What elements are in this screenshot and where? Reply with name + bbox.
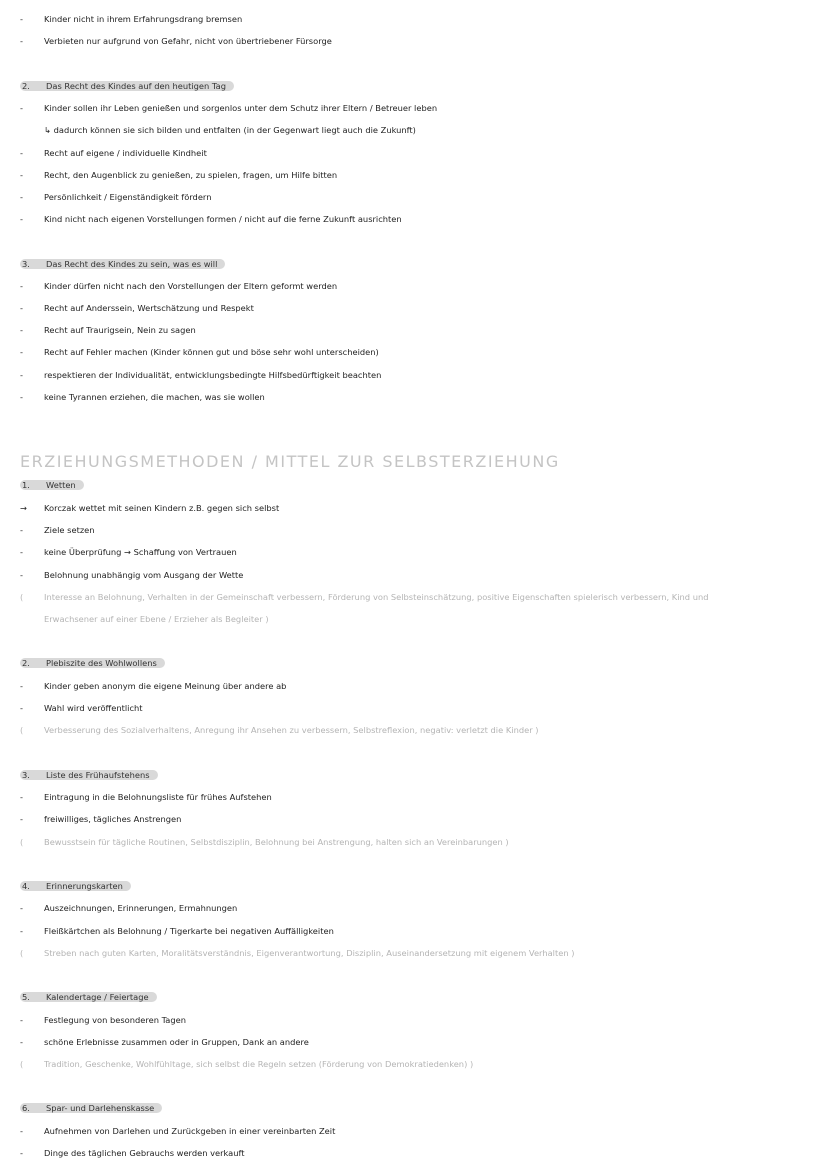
method-heading: 3. Liste des Frühaufstehens bbox=[20, 768, 158, 782]
method-heading: 1. Wetten bbox=[20, 478, 84, 492]
bullet: - Kinder nicht in ihrem Erfahrungsdrang bremsen bbox=[20, 14, 243, 24]
bullet: - Kinder dürfen nicht nach den Vorstellungen der Eltern geformt werden bbox=[20, 281, 338, 291]
bullet: - Verbieten nur aufgrund von Gefahr, nicht von übertriebener Fürsorge bbox=[20, 36, 332, 46]
bullet: - Kinder sollen ihr Leben genießen und sorgenlos unter dem Schutz ihrer Eltern / Betreuer leben bbox=[20, 103, 438, 113]
bullet: - Eintragung in die Belohnungsliste für frühes Aufstehen bbox=[20, 792, 272, 802]
note: ( Tradition, Geschenke, Wohlfühltage, sich selbst die Regeln setzen (Förderung von Demokratiedenken) ) bbox=[20, 1059, 474, 1069]
bullet: - Recht, den Augenblick zu genießen, zu spielen, fragen, um Hilfe bitten bbox=[20, 170, 338, 180]
bullet: - respektieren der Individualität, entwicklungsbedingte Hilfsbedürftigkeit beachten bbox=[20, 370, 382, 380]
bullet: - Wahl wird veröffentlicht bbox=[20, 703, 143, 713]
bullet: - keine Tyrannen erziehen, die machen, was sie wollen bbox=[20, 392, 265, 402]
bullet: - Recht auf Traurigsein, Nein zu sagen bbox=[20, 325, 196, 335]
method-heading: 6. Spar- und Darlehenskasse bbox=[20, 1101, 162, 1115]
section-heading: 3. Das Recht des Kindes zu sein, was es will bbox=[20, 257, 225, 271]
bullet: - Recht auf eigene / individuelle Kindheit bbox=[20, 148, 207, 158]
bullet: - Dinge des täglichen Gebrauchs werden verkauft bbox=[20, 1148, 245, 1158]
bullet: - Fleißkärtchen als Belohnung / Tigerkarte bei negativen Auffälligkeiten bbox=[20, 926, 334, 936]
bullet: - keine Überprüfung → Schaffung von Vertrauen bbox=[20, 547, 237, 557]
bullet: - Recht auf Fehler machen (Kinder können gut und böse sehr wohl unterscheiden) bbox=[20, 347, 379, 357]
section-heading: 2. Das Recht des Kindes auf den heutigen Tag bbox=[20, 79, 234, 93]
bullet: - freiwilliges, tägliches Anstrengen bbox=[20, 814, 182, 824]
main-title: ERZIEHUNGSMETHODEN / MITTEL ZUR SELBSTERZIEHUNG bbox=[20, 452, 560, 471]
method-heading: 4. Erinnerungskarten bbox=[20, 879, 131, 893]
bullet: - Aufnehmen von Darlehen und Zurückgeben in einer vereinbarten Zeit bbox=[20, 1126, 336, 1136]
bullet: - Kind nicht nach eigenen Vorstellungen formen / nicht auf die ferne Zukunft ausrichten bbox=[20, 214, 402, 224]
bullet: - Recht auf Anderssein, Wertschätzung und Respekt bbox=[20, 303, 254, 313]
bullet: - Kinder geben anonym die eigene Meinung über andere ab bbox=[20, 681, 287, 691]
sub-point: ↳ dadurch können sie sich bilden und entfalten (in der Gegenwart liegt auch die Zukunft) bbox=[44, 125, 416, 135]
bullet: - Persönlichkeit / Eigenständigkeit fördern bbox=[20, 192, 212, 202]
note: ( Streben nach guten Karten, Moralitätsverständnis, Eigenverantwortung, Disziplin, Auseinandersetzung mit eigenem Verhalten ) bbox=[20, 948, 575, 958]
bullet: - Festlegung von besonderen Tagen bbox=[20, 1015, 187, 1025]
note: Erwachsener auf einer Ebene / Erzieher als Begleiter ) bbox=[44, 614, 269, 624]
method-heading: 5. Kalendertage / Feiertage bbox=[20, 990, 157, 1004]
note: ( Bewusstsein für tägliche Routinen, Selbstdisziplin, Belohnung bei Anstrengung, halten sich an Vereinbarungen ) bbox=[20, 837, 509, 847]
method-heading: 2. Plebiszite des Wohlwollens bbox=[20, 656, 165, 670]
bullet: - Ziele setzen bbox=[20, 525, 95, 535]
note: ( Verbesserung des Sozialverhaltens, Anregung ihr Ansehen zu verbessern, Selbstreflexion, negativ: verletzt die Kinder ) bbox=[20, 725, 539, 735]
note: ( Interesse an Belohnung, Verhalten in der Gemeinschaft verbessern, Förderung von Selbsteinschätzung, positive Eigenschaften spielerisch verbessern, Kind und bbox=[20, 592, 709, 602]
bullet: - Auszeichnungen, Erinnerungen, Ermahnungen bbox=[20, 903, 238, 913]
bullet: - schöne Erlebnisse zusammen oder in Gruppen, Dank an andere bbox=[20, 1037, 309, 1047]
bullet: → Korczak wettet mit seinen Kindern z.B. gegen sich selbst bbox=[20, 503, 280, 513]
bullet: - Belohnung unabhängig vom Ausgang der Wette bbox=[20, 570, 244, 580]
